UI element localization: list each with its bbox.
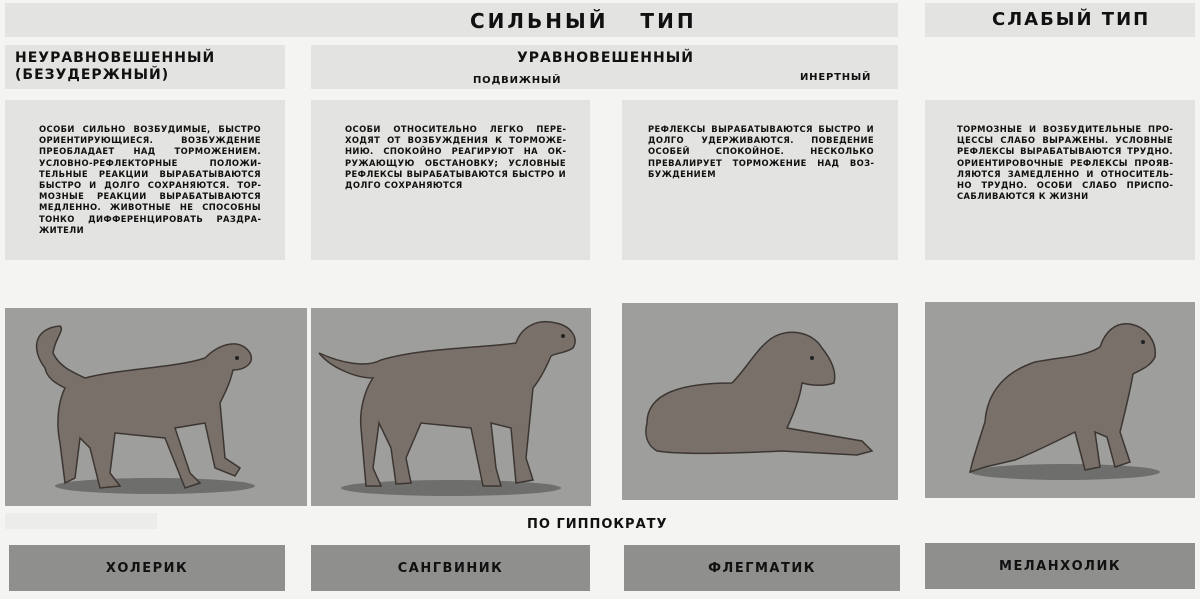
balanced-title: УРАВНОВЕШЕННЫЙ <box>517 50 694 66</box>
unbalanced-title-line1: НЕУРАВНОВЕШЕННЫЙ <box>15 50 216 66</box>
lying-dog-icon <box>622 303 898 500</box>
choleric-label: ХОЛЕРИК <box>105 560 189 576</box>
melancholic-dog-image <box>925 302 1195 498</box>
phlegmatic-description-box <box>622 100 898 260</box>
standing-dog-icon <box>311 308 591 506</box>
choleric-description: ОСОБИ СИЛЬНО ВОЗБУДИМЫЕ, БЫСТРО ОРИЕНТИРУЮЩИЕСЯ. ВОЗБУЖДЕНИЕ ПРЕОБЛАДАЕТ НАД ТОРМОЖЕНИЕМ. УСЛОВНО-РЕФЛЕКТОРНЫЕ ПОЛОЖИТЕЛЬНЫЕ РЕАКЦИИ ВЫРАБАТЫВАЮТСЯ БЫСТРО И ДОЛГО СОХРАНЯЮТСЯ. ТОРМОЗНЫЕ РЕАКЦИИ ВЫРАБАТЫВАЮТСЯ МЕДЛЕННО. ЖИВОТНЫЕ НЕ СПОСОБНЫ ТОНКО ДИФФЕРЕНЦИРОВАТЬ РАЗДРАЖИТЕЛИ <box>39 124 261 235</box>
sanguine-description: ОСОБИ ОТНОСИТЕЛЬНО ЛЕГКО ПЕРЕХОДЯТ ОТ ВОЗБУЖДЕНИЯ К ТОРМОЖЕНИЮ. СПОКОЙНО РЕАГИРУЮТ НА ОКРУЖАЮЩУЮ ОБСТАНОВКУ; УСЛОВНЫЕ РЕФЛЕКСЫ ВЫРАБАТЫВАЮТСЯ БЫСТРО И ДОЛГО СОХРАНЯЮТСЯ <box>345 124 566 191</box>
sanguine-description-box <box>311 100 590 260</box>
weak-type-title: СЛАБЫЙ ТИП <box>992 9 1151 30</box>
sanguine-label: САНГВИНИК <box>397 560 504 576</box>
aggressive-dog-icon <box>5 308 307 506</box>
melancholic-description: ТОРМОЗНЫЕ И ВОЗБУДИТЕЛЬНЫЕ ПРОЦЕССЫ СЛАБО ВЫРАЖЕНЫ. УСЛОВНЫЕ РЕФЛЕКСЫ ВЫРАБАТЫВАЮТСЯ ТРУДНО. ОРИЕНТИРОВОЧНЫЕ РЕФЛЕКСЫ ПРОЯВЛЯЮТСЯ ЗАМЕДЛЕННО И ОТНОСИТЕЛЬНО ТРУДНО. ОСОБИ СЛАБО ПРИСПОСАБЛИВАЮТСЯ К ЖИЗНИ <box>957 124 1173 202</box>
inert-subtitle: ИНЕРТНЫЙ <box>800 72 872 83</box>
sanguine-dog-image <box>311 308 591 506</box>
strong-type-title: СИЛЬНЫЙ ТИП <box>470 9 697 33</box>
melancholic-label: МЕЛАНХОЛИК <box>999 558 1121 574</box>
sanguine-label-box <box>311 545 590 591</box>
phlegmatic-description: РЕФЛЕКСЫ ВЫРАБАТЫВАЮТСЯ БЫСТРО И ДОЛГО УДЕРЖИВАЮТСЯ. ПОВЕДЕНИЕ ОСОБЕЙ СПОКОЙНОЕ. НЕСКОЛЬКО ПРЕВАЛИРУЕТ ТОРМОЖЕНИЕ НАД ВОЗБУЖДЕНИЕМ <box>648 124 874 179</box>
phlegmatic-dog-image <box>622 303 898 500</box>
sitting-dog-icon <box>925 302 1195 498</box>
unbalanced-title-line2: (БЕЗУДЕРЖНЫЙ) <box>15 67 170 83</box>
phlegmatic-label: ФЛЕГМАТИК <box>708 560 816 576</box>
phlegmatic-label-box <box>624 545 900 591</box>
choleric-description-box <box>5 100 285 260</box>
choleric-label-box <box>9 545 285 591</box>
light-strip <box>5 513 157 529</box>
choleric-dog-image <box>5 308 307 506</box>
hippocrates-label: ПО ГИППОКРАТУ <box>527 517 668 532</box>
mobile-subtitle: ПОДВИЖНЫЙ <box>473 75 562 86</box>
melancholic-label-box <box>925 543 1195 589</box>
strong-type-band <box>5 3 898 37</box>
melancholic-description-box <box>925 100 1195 260</box>
